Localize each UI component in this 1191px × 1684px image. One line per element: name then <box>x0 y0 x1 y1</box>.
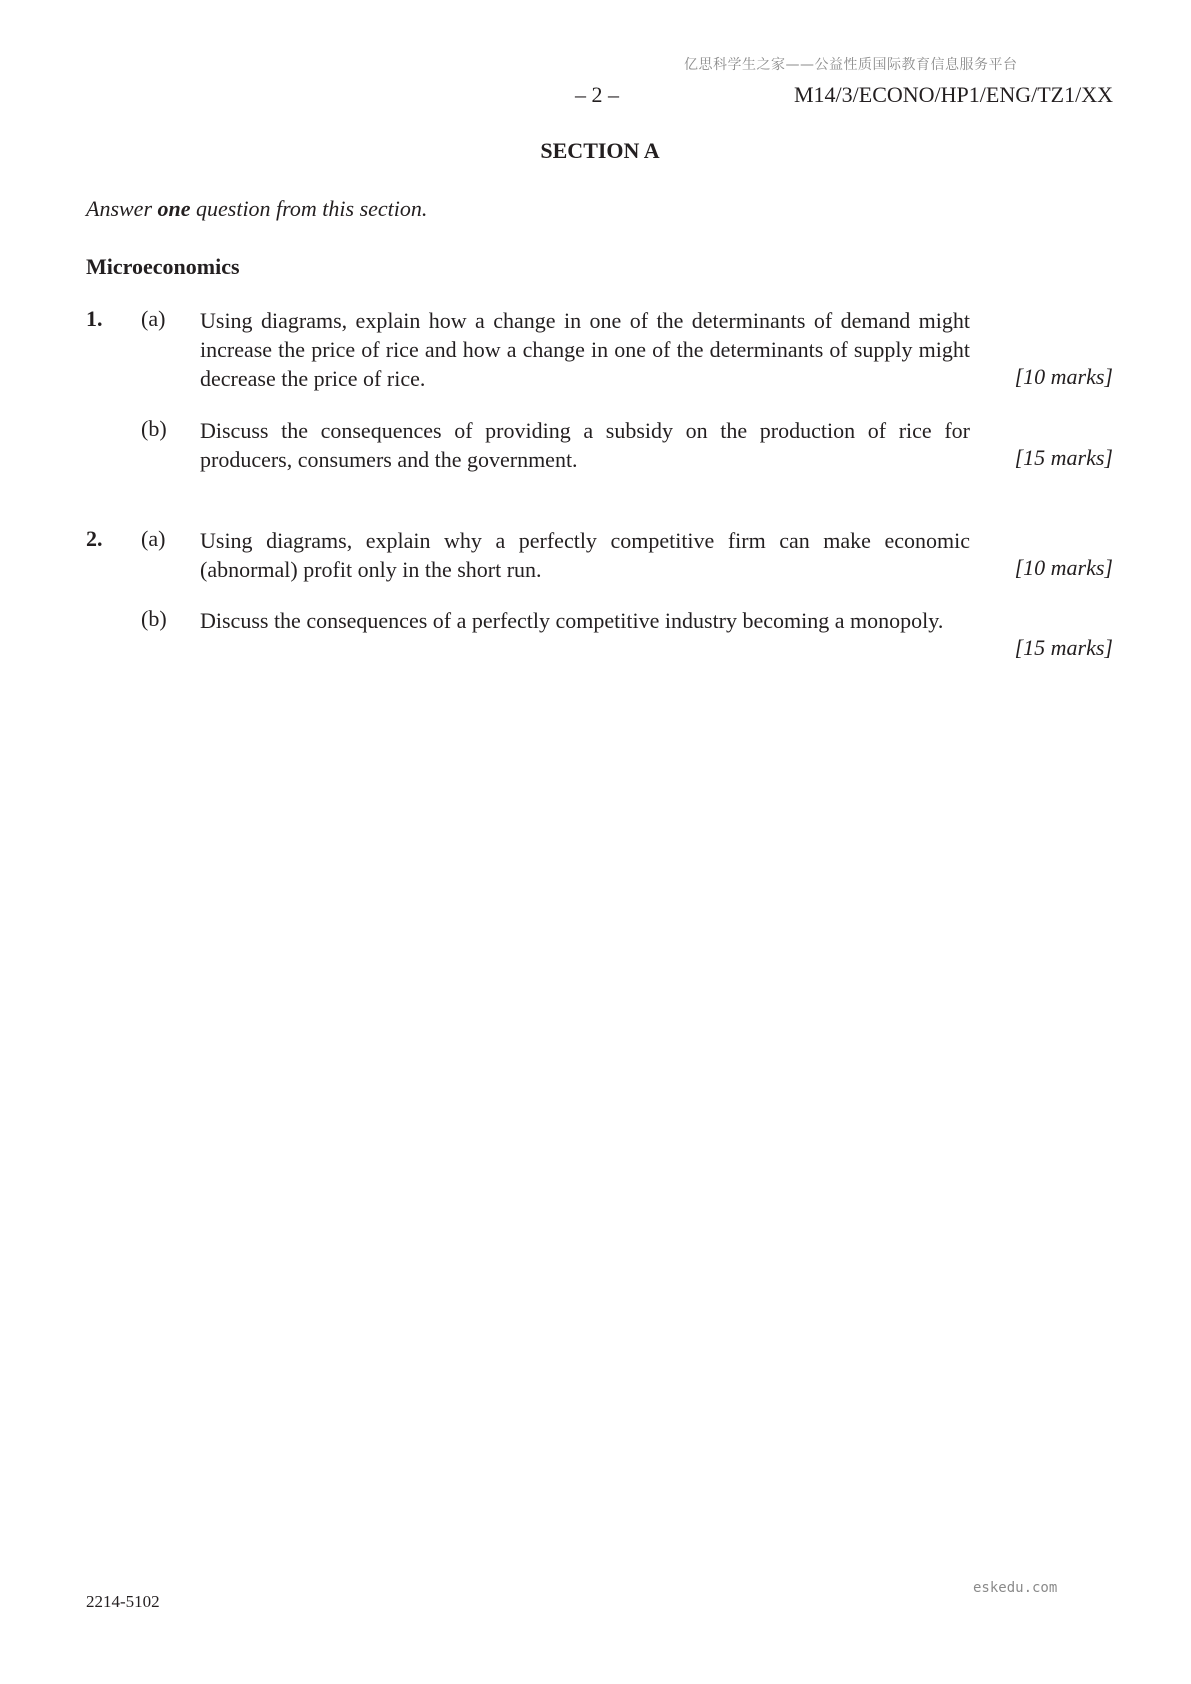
question-2a-marks: [10 marks] <box>1014 555 1113 580</box>
question-2b-marks: [15 marks] <box>1014 635 1113 660</box>
question-2-number: 2. <box>86 526 103 551</box>
question-1a-marks: [10 marks] <box>1014 364 1113 389</box>
question-1a-label: (a) <box>141 306 166 331</box>
instruction-after: question from this section. <box>190 196 428 221</box>
question-1a-text: Using diagrams, explain how a change in one of the determinants of demand might increase the price of rice and how a change in one of the determinants of supply might decrease the price of rice. <box>200 308 970 391</box>
question-2a-text: Using diagrams, explain why a perfectly competitive firm can make economic (abnormal) profit only in the short run. <box>200 528 970 582</box>
instruction-emphasis: one <box>157 196 191 221</box>
question-1b-text: Discuss the consequences of providing a subsidy on the production of rice for producers, consumers and the government. <box>200 418 970 472</box>
instruction-before: Answer <box>86 196 158 221</box>
question-1b-label: (b) <box>141 416 167 441</box>
question-1-number: 1. <box>86 306 103 331</box>
question-2b-text: Discuss the consequences of a perfectly competitive industry becoming a monopoly. <box>200 608 944 633</box>
footer-watermark: eskedu.com <box>973 1580 1058 1596</box>
section-title: SECTION A <box>540 138 660 163</box>
topic-heading: Microeconomics <box>86 254 240 279</box>
page-number: – 2 – <box>575 82 619 107</box>
footer-code: 2214-5102 <box>86 1592 160 1611</box>
paper-code: M14/3/ECONO/HP1/ENG/TZ1/XX <box>794 82 1113 107</box>
header-watermark: 亿思科学生之家——公益性质国际教育信息服务平台 <box>684 57 1018 73</box>
question-2b-label: (b) <box>141 606 167 631</box>
question-1b-marks: [15 marks] <box>1014 445 1113 470</box>
question-2a-label: (a) <box>141 526 166 551</box>
instruction <box>86 196 427 222</box>
